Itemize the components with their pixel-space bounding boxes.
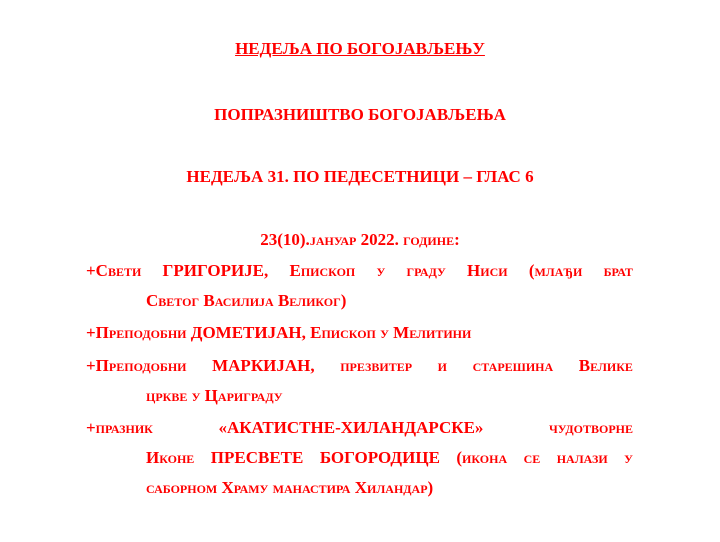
word: Иконе	[146, 448, 195, 467]
entry-line	[86, 417, 633, 439]
feast-entry-marcian	[86, 355, 633, 407]
word: Ниси	[467, 261, 508, 280]
feast-entry-gregory	[86, 260, 633, 312]
date-tail: јануар 2022. године:	[309, 230, 460, 249]
entry-line: цркве у Цариграду	[146, 386, 283, 405]
document-subtitle: ПОПРАЗНИШТВО БОГОЈАВЉЕЊА	[214, 105, 506, 124]
word: се	[523, 448, 541, 467]
word: презвитер	[340, 356, 413, 375]
word: МАРКИЈАН,	[212, 356, 315, 375]
word: +Свети	[86, 261, 142, 280]
word: и	[437, 356, 447, 375]
entry-line	[86, 260, 633, 282]
word: Велике	[578, 356, 633, 375]
word: налази	[556, 448, 608, 467]
word: (млађи	[528, 261, 583, 280]
word: ГРИГОРИЈЕ,	[162, 261, 269, 280]
feast-entry-akathist-icon	[86, 417, 633, 499]
entry-line	[86, 355, 633, 377]
entry-line	[86, 447, 633, 469]
entry-line: Светог Василија Великог)	[146, 291, 347, 310]
word: +Преподобни	[86, 356, 187, 375]
date-main: 23(10).	[260, 230, 310, 249]
word: у	[376, 261, 386, 280]
word: (икона	[456, 448, 508, 467]
week-heading: НЕДЕЉА 31. ПО ПЕДЕСЕТНИЦИ – ГЛАС 6	[186, 167, 534, 186]
feast-entry-dometian	[86, 322, 633, 344]
date-heading	[0, 229, 720, 251]
word: чудотворне	[548, 418, 633, 437]
word: Епископ	[289, 261, 356, 280]
entry-line: саборном Храму манастира Хиландар)	[146, 478, 434, 497]
word: «АКАТИСТНЕ-ХИЛАНДАРСКЕ»	[218, 418, 484, 437]
word: граду	[406, 261, 446, 280]
word: брат	[603, 261, 633, 280]
word: старешина	[472, 356, 554, 375]
word: у	[624, 448, 633, 467]
word: +празник	[86, 418, 153, 437]
entry-line: +Преподобни ДОМЕТИЈАН, Епископ у Мелитини	[86, 323, 472, 342]
word: ПРЕСВЕТЕ	[210, 448, 304, 467]
word: БОГОРОДИЦЕ	[319, 448, 440, 467]
document-title: НЕДЕЉА ПО БОГОЈАВЉЕЊУ	[235, 39, 485, 58]
